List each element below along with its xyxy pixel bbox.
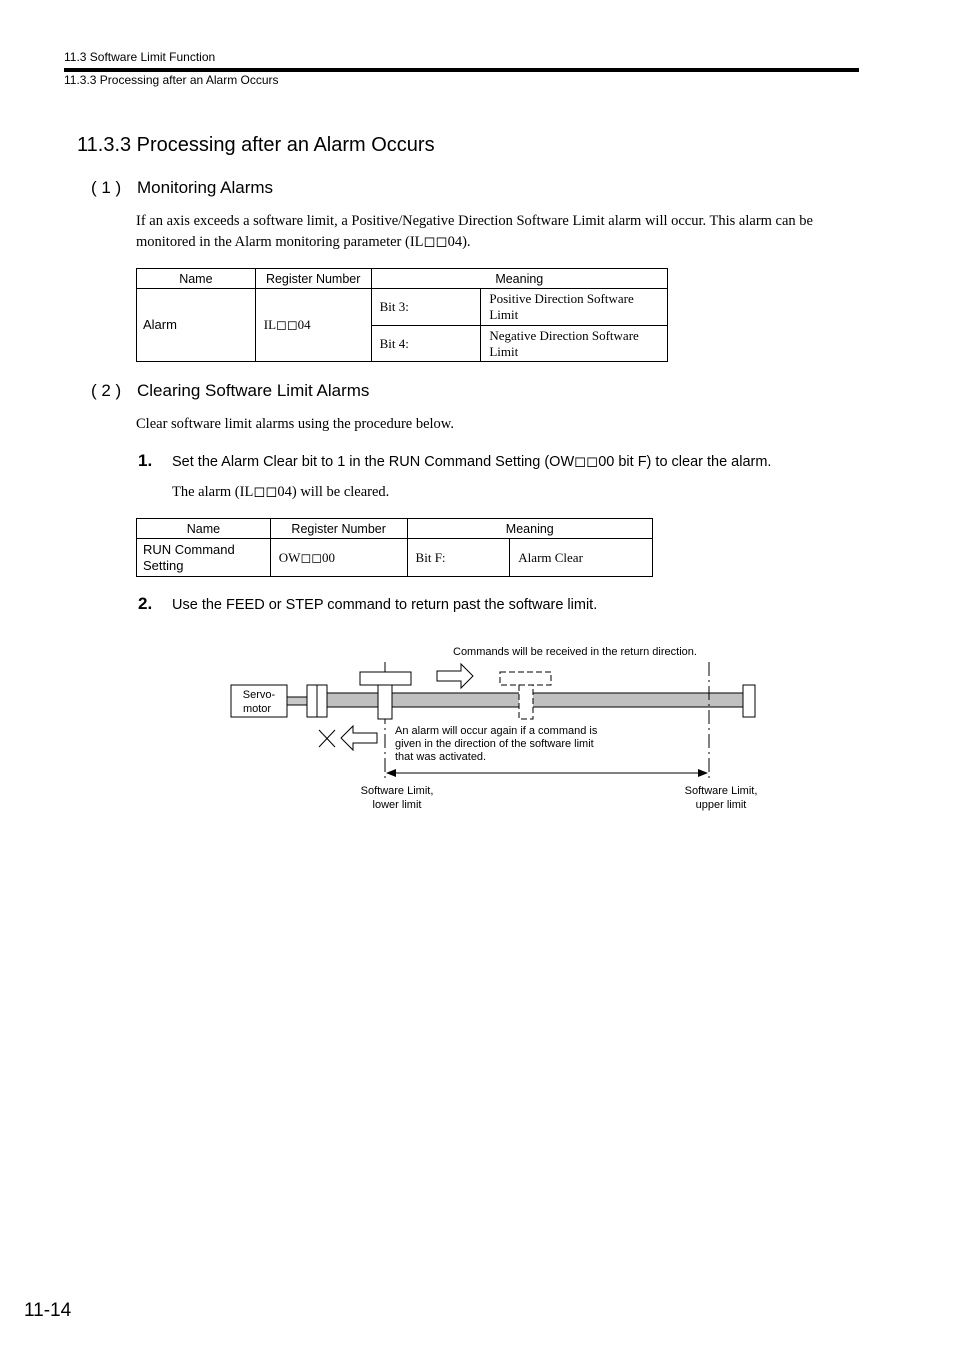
coupling-right: [317, 685, 327, 717]
lower-limit-label-line2: lower limit: [372, 799, 422, 811]
table-returning-nut: [519, 685, 533, 719]
section2-title: Clearing Software Limit Alarms: [137, 381, 370, 400]
run-table-register: OW◻◻00: [270, 539, 407, 577]
step2-text: Use the FEED or STEP command to return past the software limit.: [172, 597, 598, 613]
run-table-meaning: Alarm Clear: [510, 539, 653, 577]
alarm-note-line2: given in the direction of the software limit: [395, 738, 594, 750]
servomotor-label-line1: Servo-: [242, 689, 276, 701]
alarm-table-meaning-bit3-line2: Limit: [489, 307, 519, 322]
upper-limit-label-line2: upper limit: [695, 799, 747, 811]
alarm-note-line1: An alarm will occur again if a command is: [395, 725, 598, 737]
section1-number: ( 1 ): [91, 178, 122, 197]
table-at-limit-nut: [378, 685, 392, 719]
run-table-name-line2: Setting: [143, 557, 184, 573]
section1-title: Monitoring Alarms: [137, 178, 274, 197]
lower-limit-label-line1: Software Limit,: [360, 785, 434, 797]
alarm-table-register: IL◻◻04: [255, 289, 371, 362]
servomotor-label-line2: motor: [242, 703, 272, 715]
alarm-table-meaning-bit4-line1: Negative Direction Software: [489, 327, 639, 343]
upper-limit-label-line1: Software Limit,: [684, 785, 758, 797]
step1-note: The alarm (IL◻◻04) will be cleared.: [172, 484, 390, 500]
end-bearing: [743, 685, 755, 717]
alarm-table-bit4: Bit 4:: [371, 326, 481, 362]
run-table-name-line1: RUN Command: [143, 541, 235, 557]
alarm-table-name: Alarm: [137, 289, 256, 362]
section1-paragraph-line2: monitored in the Alarm monitoring parameter (IL◻◻04).: [136, 234, 471, 250]
diagram-top-label: Commands will be received in the return direction.: [453, 646, 697, 658]
run-table-header-meaning: Meaning: [407, 519, 652, 539]
blocked-direction-arrow-icon: [341, 726, 377, 750]
alarm-table-header-meaning: Meaning: [371, 269, 667, 289]
section2-paragraph: Clear software limit alarms using the procedure below.: [136, 416, 454, 432]
section2-number: ( 2 ): [91, 381, 122, 400]
step2-number: 2.: [138, 594, 153, 613]
section1-paragraph-line1: If an axis exceeds a software limit, a Positive/Negative Direction Software Limit alarm will occur. This alarm can be: [136, 213, 813, 229]
alarm-table-meaning-bit4-line2: Limit: [489, 343, 519, 359]
motor-shaft: [287, 697, 307, 705]
run-table-header-register: Register Number: [270, 519, 407, 539]
alarm-table-header-register: Register Number: [255, 269, 371, 289]
alarm-table-bit3: Bit 3:: [371, 289, 481, 326]
table-at-limit-top: [360, 672, 411, 685]
page-title: 11.3.3 Processing after an Alarm Occurs: [77, 134, 435, 156]
limit-span-arrowhead-left: [386, 769, 396, 777]
coupling-left: [307, 685, 317, 717]
alarm-table-meaning-bit3-line1: Positive Direction Software: [489, 291, 634, 306]
run-table-header-name: Name: [137, 519, 271, 539]
step1-number: 1.: [138, 451, 153, 470]
alarm-note-line3: that was activated.: [395, 751, 487, 763]
table-returning-top: [500, 672, 551, 685]
running-header-section: 11.3 Software Limit Function: [64, 50, 216, 64]
return-direction-arrow-icon: [437, 664, 473, 688]
page-number: 11-14: [24, 1300, 72, 1321]
step1-text: Set the Alarm Clear bit to 1 in the RUN Command Setting (OW◻◻00 bit F) to clear the alarm.: [172, 454, 772, 470]
limit-span-arrowhead-right: [698, 769, 708, 777]
running-header-subsection: 11.3.3 Processing after an Alarm Occurs: [64, 73, 279, 87]
run-table-bit: Bit F:: [407, 539, 510, 577]
alarm-table-header-name: Name: [137, 269, 256, 289]
